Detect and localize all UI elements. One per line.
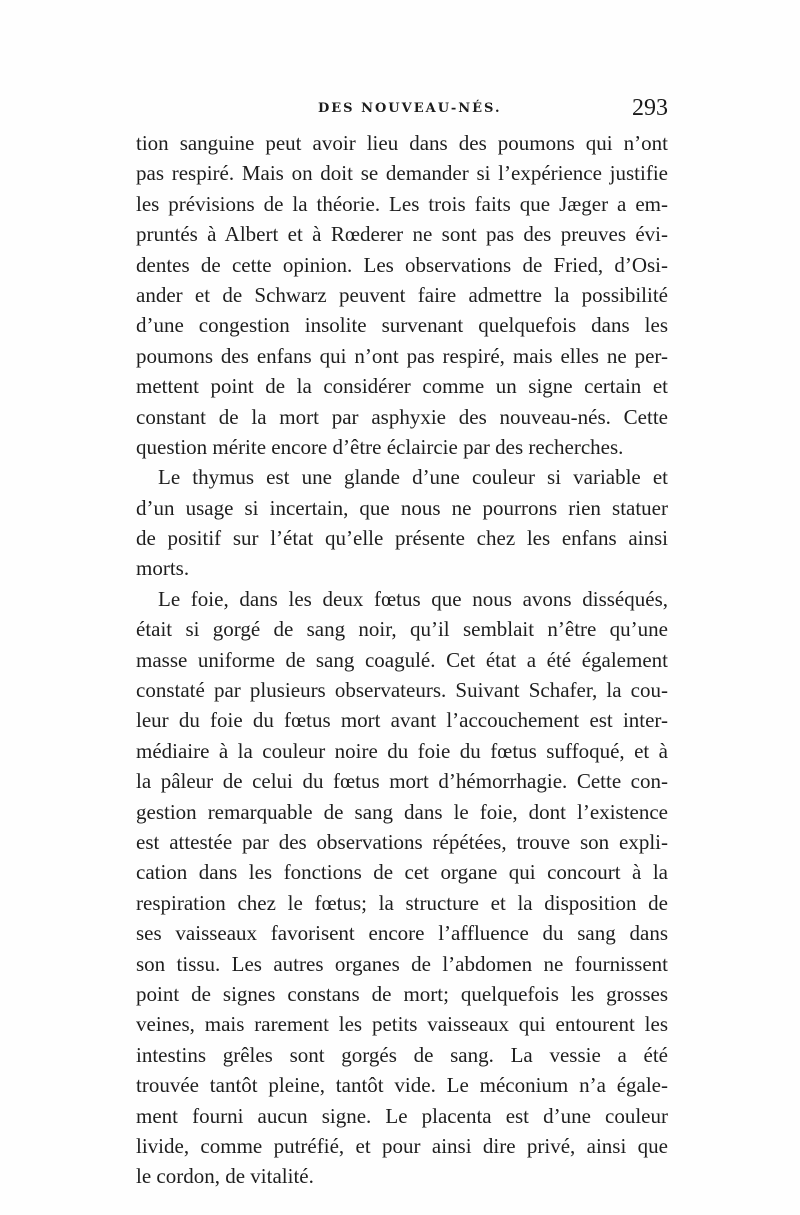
- text-line: le cordon, de vitalité.: [136, 1164, 314, 1189]
- body-text: [136, 128, 668, 1192]
- running-header: [136, 97, 668, 127]
- text-line: de positif sur l’état qu’elle présente chez les enfans ainsi: [136, 526, 668, 551]
- text-line: respiration chez le fœtus; la structure et la disposition de: [136, 890, 668, 915]
- text-line: la pâleur de celui du fœtus mort d’hémorrhagie. Cette con-: [136, 769, 668, 794]
- text-line: était si gorgé de sang noir, qu’il semblait n’être qu’une: [136, 617, 668, 642]
- text-line: son tissu. Les autres organes de l’abdomen ne fournissent: [136, 951, 668, 976]
- text-line: leur du foie du fœtus mort avant l’accouchement est inter-: [136, 708, 668, 733]
- text-line: question mérite encore d’être éclaircie par des recherches.: [136, 434, 624, 459]
- paragraph-start-line: Le foie, dans les deux fœtus que nous avons disséqués,: [158, 586, 668, 611]
- text-line: gestion remarquable de sang dans le foie, dont l’existence: [136, 799, 668, 824]
- paragraph-start-line: Le thymus est une glande d’une couleur si variable et: [158, 465, 668, 490]
- text-line: cation dans les fonctions de cet organe qui concourt à la: [136, 860, 668, 885]
- text-line: d’une congestion insolite survenant quelquefois dans les: [136, 313, 668, 338]
- text-line: médiaire à la couleur noire du foie du fœtus suffoqué, et à: [136, 738, 668, 763]
- running-title: DES NOUVEAU-NÉS.: [318, 101, 502, 116]
- text-line: constaté par plusieurs observateurs. Suivant Schafer, la cou-: [136, 678, 668, 703]
- text-line: point de signes constans de mort; quelquefois les grosses: [136, 981, 668, 1006]
- text-line: mettent point de la considérer comme un signe certain et: [136, 374, 668, 399]
- text-line: veines, mais rarement les petits vaisseaux qui entourent les: [136, 1012, 668, 1037]
- text-line: ses vaisseaux favorisent encore l’affluence du sang dans: [136, 921, 668, 946]
- text-line: dentes de cette opinion. Les observations de Fried, d’Osi-: [136, 252, 668, 277]
- text-line: d’un usage si incertain, que nous ne pourrons rien statuer: [136, 495, 668, 520]
- text-line: trouvée tantôt pleine, tantôt vide. Le méconium n’a égale-: [136, 1073, 668, 1098]
- text-line: constant de la mort par asphyxie des nouveau-nés. Cette: [136, 404, 668, 429]
- page-number: 293: [632, 95, 668, 121]
- text-line: morts.: [136, 556, 190, 581]
- text-line: livide, comme putréfié, et pour ainsi dire privé, ainsi que: [136, 1133, 668, 1158]
- text-line: est attestée par des observations répétées, trouve son expli-: [136, 829, 668, 854]
- text-line: tion sanguine peut avoir lieu dans des poumons qui n’ont: [136, 131, 668, 155]
- text-line: masse uniforme de sang coagulé. Cet état a été également: [136, 647, 668, 672]
- text-line: ander et de Schwarz peuvent faire admettre la possibilité: [136, 282, 668, 307]
- text-line: les prévisions de la théorie. Les trois faits que Jæger a em-: [136, 191, 668, 216]
- text-line: poumons des enfans qui n’ont pas respiré, mais elles ne per-: [136, 343, 668, 368]
- text-line: intestins grêles sont gorgés de sang. La vessie a été: [136, 1042, 668, 1067]
- text-line: pruntés à Albert et à Rœderer ne sont pas des preuves évi-: [136, 222, 668, 247]
- text-line: ment fourni aucun signe. Le placenta est d’une couleur: [136, 1103, 668, 1128]
- text-line: pas respiré. Mais on doit se demander si l’expérience justifie: [136, 161, 668, 186]
